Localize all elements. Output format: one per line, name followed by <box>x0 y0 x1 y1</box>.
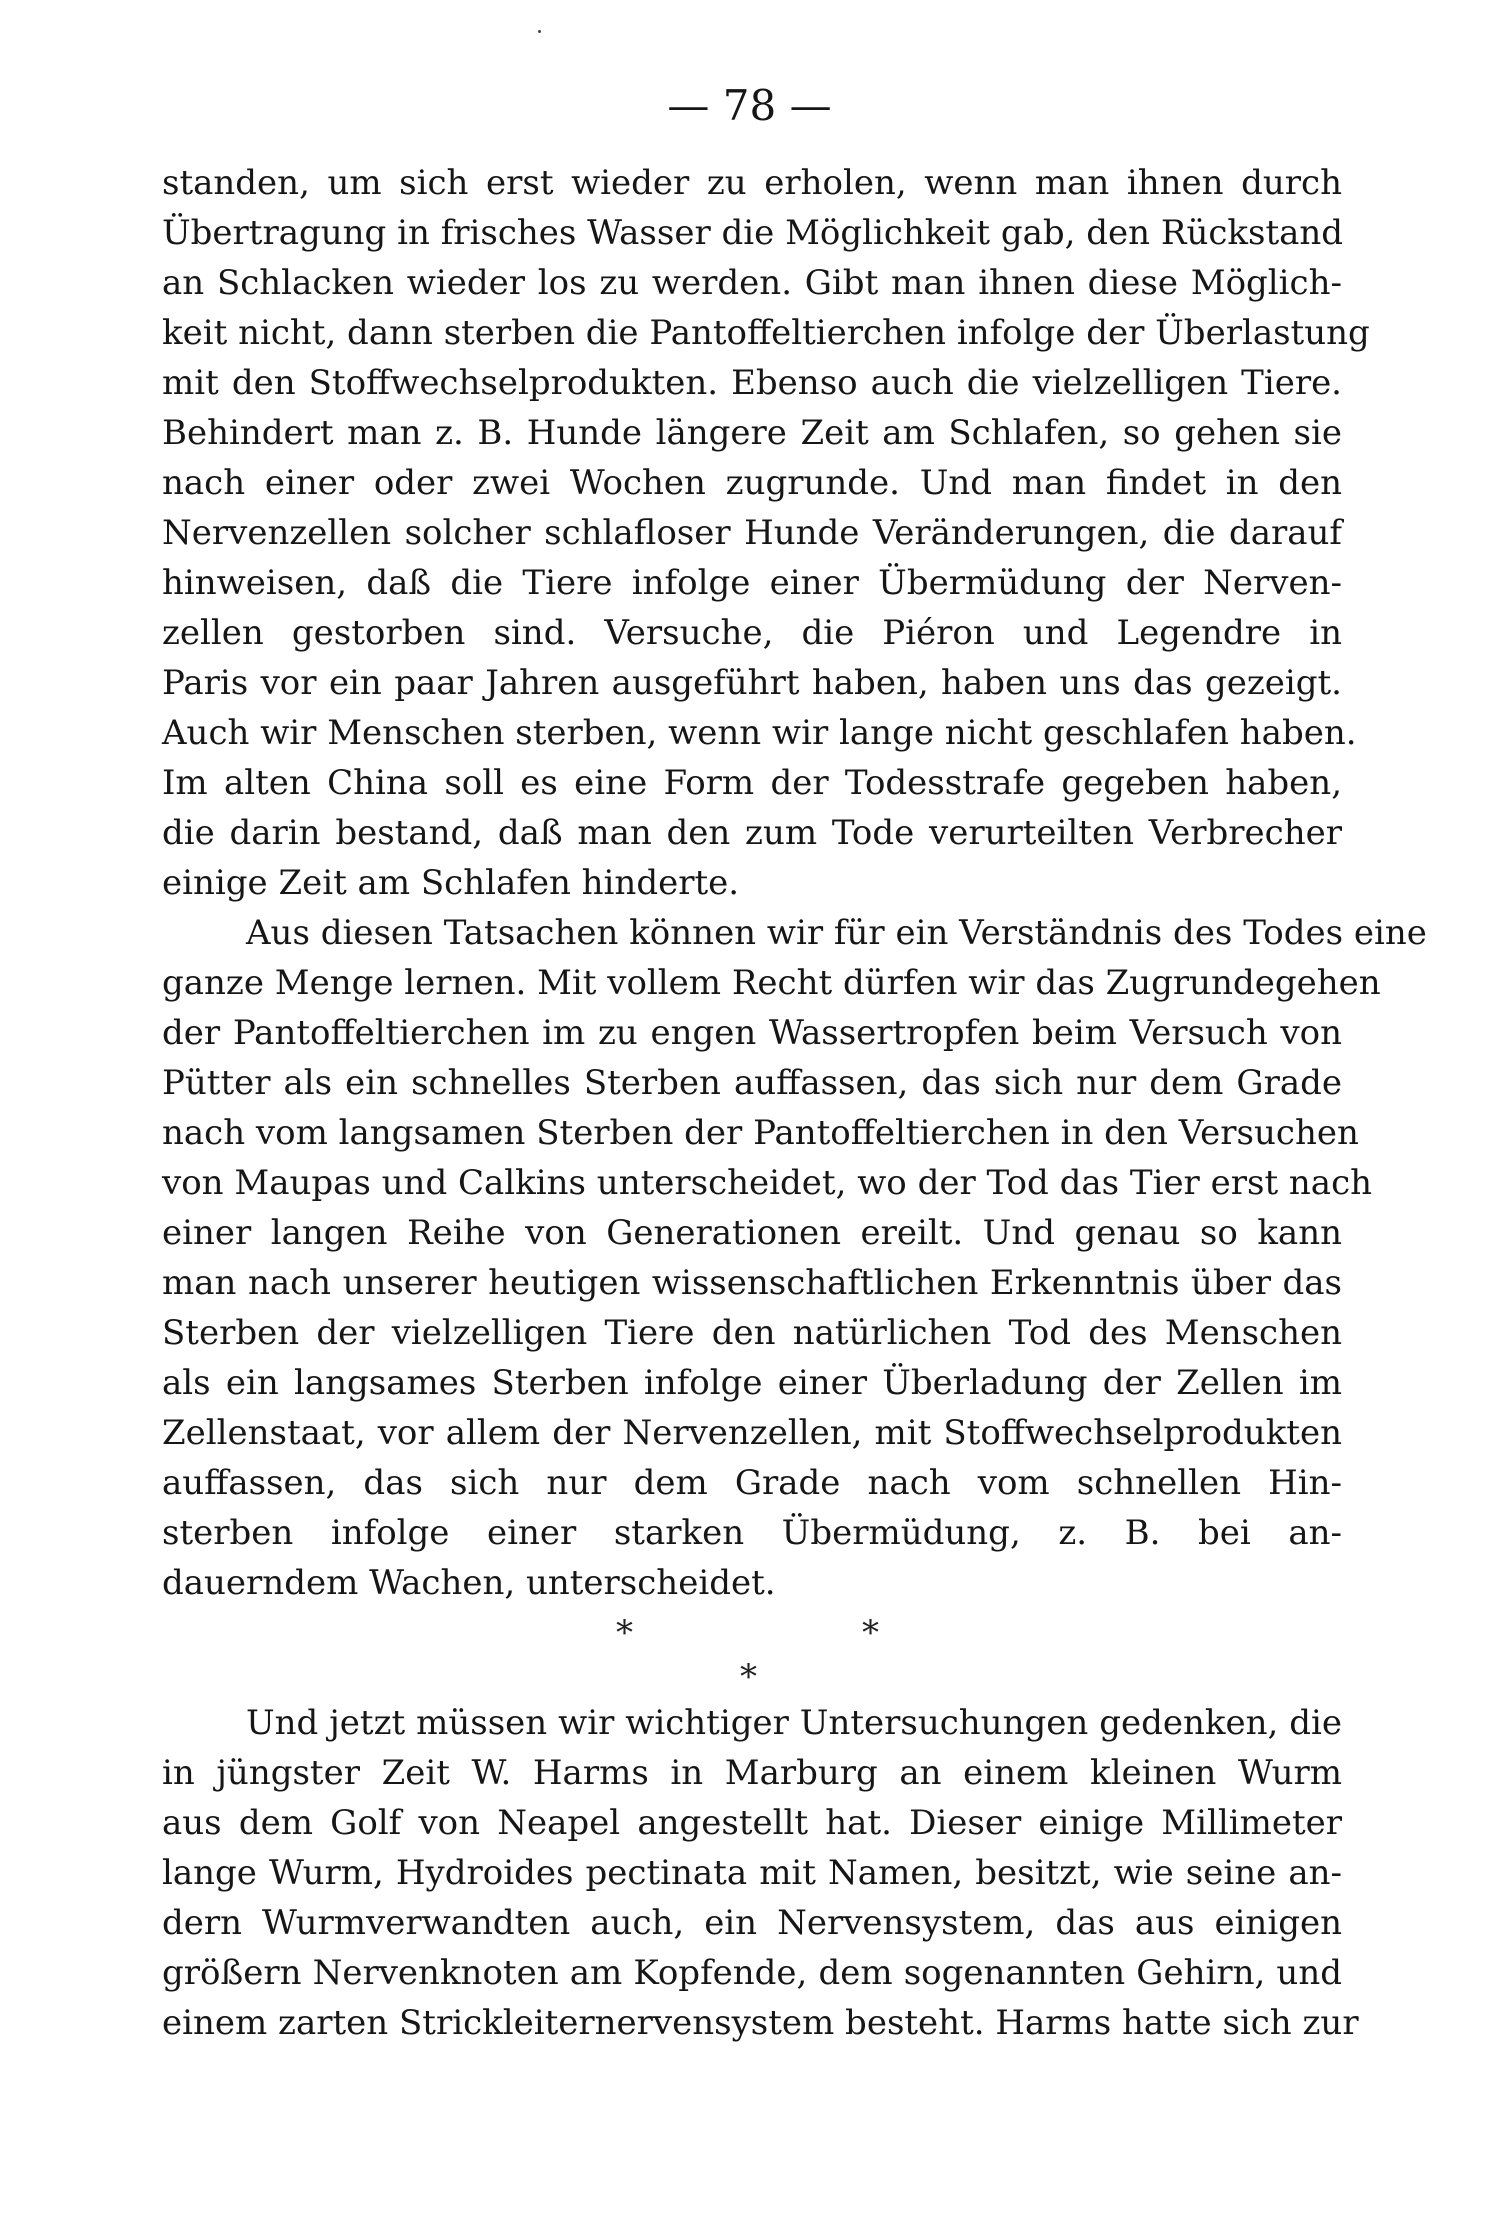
text-line: als ein langsames Sterben infolge einer Überladung der Zellen im <box>162 1363 1342 1403</box>
text-line: von Maupas und Calkins unterscheidet, wo der Tod das Tier erst nach <box>162 1163 1373 1203</box>
section-separator-star: * <box>740 1657 757 1697</box>
text-line: lange Wurm, Hydroides pectinata mit Namen, besitzt, wie seine an- <box>162 1853 1342 1893</box>
text-line: sterben infolge einer starken Übermüdung, z. B. bei an- <box>162 1513 1342 1553</box>
text-line: mit den Stoffwechselprodukten. Ebenso auch die vielzelligen Tiere. <box>162 363 1342 403</box>
page-number: — 78 — <box>667 81 832 130</box>
text-line: standen, um sich erst wieder zu erholen, wenn man ihnen durch <box>162 163 1342 203</box>
text-line: aus dem Golf von Neapel angestellt hat. Dieser einige Millimeter <box>162 1803 1342 1843</box>
text-line: hinweisen, daß die Tiere infolge einer Übermüdung der Nerven- <box>162 563 1342 603</box>
text-line: zellen gestorben sind. Versuche, die Piéron und Legendre in <box>162 613 1342 653</box>
text-line: Pütter als ein schnelles Sterben auffassen, das sich nur dem Grade <box>162 1063 1342 1103</box>
text-line: dern Wurmverwandten auch, ein Nervensystem, das aus einigen <box>162 1903 1342 1943</box>
text-line: man nach unserer heutigen wissenschaftlichen Erkenntnis über das <box>162 1263 1342 1303</box>
text-line: Im alten China soll es eine Form der Todesstrafe gegeben haben, <box>162 763 1342 803</box>
paragraph-2 <box>162 908 1427 1608</box>
print-speck <box>538 30 541 33</box>
text-line: ganze Menge lernen. Mit vollem Recht dürfen wir das Zugrundegehen <box>162 963 1381 1003</box>
text-line: an Schlacken wieder los zu werden. Gibt man ihnen diese Möglich- <box>162 263 1342 303</box>
text-line: größern Nervenknoten am Kopfende, dem sogenannten Gehirn, und <box>162 1953 1342 1993</box>
paragraph-3 <box>162 1698 1359 2048</box>
text-line: keit nicht, dann sterben die Pantoffeltierchen infolge der Überlastung <box>162 313 1370 353</box>
text-line: in jüngster Zeit W. Harms in Marburg an einem kleinen Wurm <box>162 1753 1342 1793</box>
text-line: Behindert man z. B. Hunde längere Zeit am Schlafen, so gehen sie <box>162 413 1342 453</box>
text-line: auffassen, das sich nur dem Grade nach vom schnellen Hin- <box>162 1463 1342 1503</box>
text-line: nach vom langsamen Sterben der Pantoffeltierchen in den Versuchen <box>162 1113 1359 1153</box>
text-line: der Pantoffeltierchen im zu engen Wassertropfen beim Versuch von <box>162 1013 1342 1053</box>
text-line: Übertragung in frisches Wasser die Möglichkeit gab, den Rückstand <box>162 213 1344 253</box>
text-line: dauerndem Wachen, unterscheidet. <box>162 1563 776 1603</box>
section-separator-star: * <box>616 1613 633 1653</box>
text-line: Zellenstaat, vor allem der Nervenzellen, mit Stoffwechselprodukten <box>162 1413 1342 1453</box>
text-line: Sterben der vielzelligen Tiere den natürlichen Tod des Menschen <box>162 1313 1342 1353</box>
text-line: einige Zeit am Schlafen hinderte. <box>162 863 740 903</box>
text-line: einer langen Reihe von Generationen ereilt. Und genau so kann <box>162 1213 1342 1253</box>
text-line: Nervenzellen solcher schlafloser Hunde Veränderungen, die darauf <box>162 513 1342 553</box>
text-line: einem zarten Strickleiternervensystem besteht. Harms hatte sich zur <box>162 2003 1359 2043</box>
text-line: Paris vor ein paar Jahren ausgeführt haben, haben uns das gezeigt. <box>162 663 1342 703</box>
text-line: Auch wir Menschen sterben, wenn wir lange nicht geschlafen haben. <box>162 713 1357 753</box>
section-separator-star: * <box>862 1613 879 1653</box>
text-line: Aus diesen Tatsachen können wir für ein Verständnis des Todes eine <box>246 913 1427 953</box>
text-line: Und jetzt müssen wir wichtiger Untersuchungen gedenken, die <box>246 1703 1342 1743</box>
paragraph-1 <box>162 158 1370 908</box>
text-line: die darin bestand, daß man den zum Tode verurteilten Verbrecher <box>162 813 1342 853</box>
text-line: nach einer oder zwei Wochen zugrunde. Und man findet in den <box>162 463 1342 503</box>
